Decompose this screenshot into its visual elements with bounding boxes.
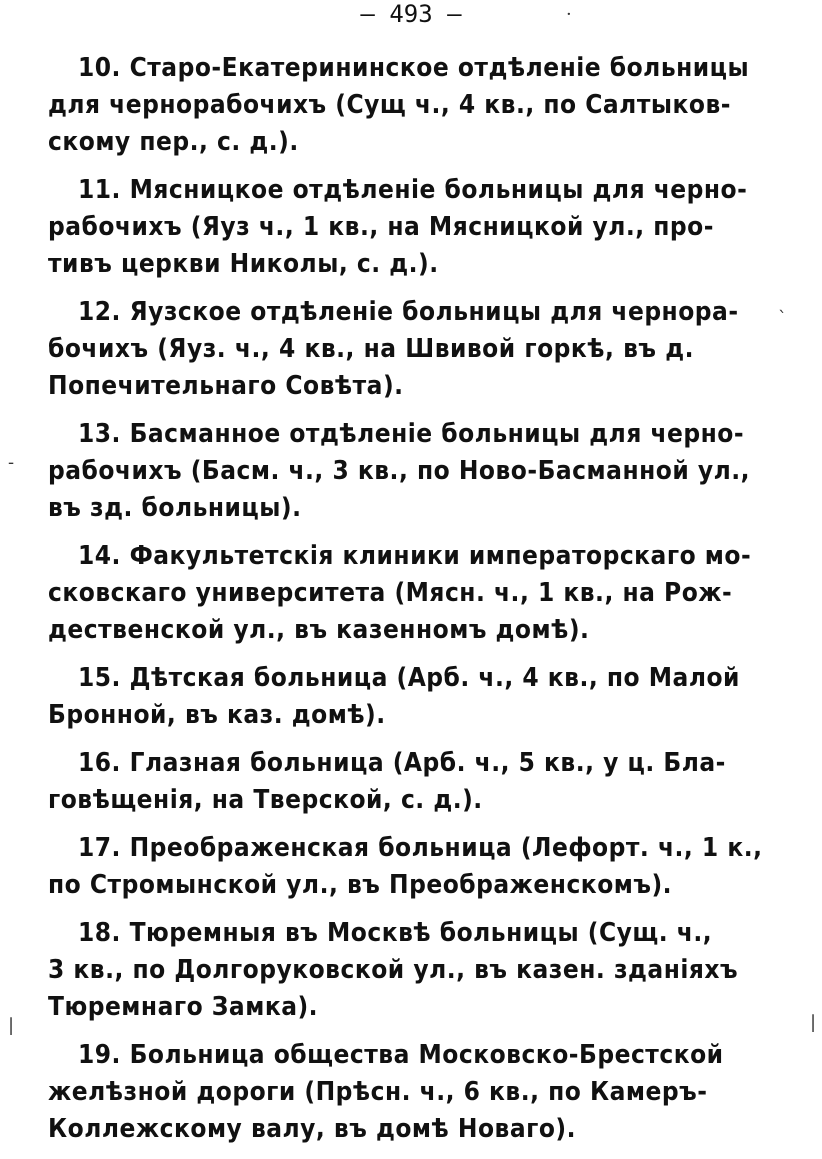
margin-bar-right: | [810,1012,817,1033]
list-item [48,745,726,819]
list-item [48,915,739,1026]
entry-line: Коллежскому валу, въ домѣ Новаго). [48,1114,576,1144]
entry-line: тивъ церкви Николы, с. д.). [48,249,439,279]
entry-line: скому пер., с. д.). [48,127,299,157]
entry-line: 10. Старо-Екатерининское отдѣленіе больницы [78,53,750,83]
entry-line: желѣзной дороги (Прѣсн. ч., 6 кв., по Камеръ- [48,1077,708,1107]
entry-line: рабочихъ (Басм. ч., 3 кв., по Ново-Басманной ул., [48,456,751,486]
hospital-list [48,50,763,1159]
list-item [48,50,750,161]
margin-tick: ` [778,308,787,329]
entry-line: въ зд. больницы). [48,493,302,523]
list-item [48,660,740,734]
margin-dash: - [8,452,15,473]
entry-line: 12. Яузское отдѣленіе больницы для чернора- [78,297,739,327]
list-item [48,294,739,405]
page-number: — 493 — [360,0,462,28]
entry-line: 14. Факультетскія клиники императорскаго мо- [78,541,752,571]
entry-line: дественской ул., въ казенномъ домѣ). [48,615,590,645]
entry-line: говѣщенія, на Тверской, с. д.). [48,785,483,815]
entry-line: рабочихъ (Яуз ч., 1 кв., на Мясницкой ул., про- [48,212,714,242]
list-item [48,1037,724,1148]
list-item [48,172,748,283]
entry-line: Бронной, въ каз. домѣ). [48,700,386,730]
margin-dot: · [566,4,572,25]
entry-line: 17. Преображенская больница (Лефорт. ч., 1 к., [78,833,763,863]
entry-line: 15. Дѣтская больница (Арб. ч., 4 кв., по Малой [78,663,740,693]
entry-line: по Стромынской ул., въ Преображенскомъ). [48,870,673,900]
entry-line: 3 кв., по Долгоруковской ул., въ казен. зданіяхъ [48,955,739,985]
margin-bar-left: | [8,1015,15,1036]
entry-line: бочихъ (Яуз. ч., 4 кв., на Швивой горкѣ, въ д. [48,334,694,364]
entry-line: Попечительнаго Совѣта). [48,371,404,401]
list-item [48,538,752,649]
list-item [48,830,763,904]
entry-line: 11. Мясницкое отдѣленіе больницы для черно- [78,175,748,205]
entry-line: Тюремнаго Замка). [48,992,319,1022]
entry-line: 18. Тюремныя въ Москвѣ больницы (Сущ. ч., [78,918,713,948]
entry-line: сковскаго университета (Мясн. ч., 1 кв., на Рож- [48,578,733,608]
entry-line: 19. Больница общества Московско-Брестской [78,1040,724,1070]
entry-line: 13. Басманное отдѣленіе больницы для черно- [78,419,745,449]
entry-line: для чернорабочихъ (Сущ ч., 4 кв., по Салтыков- [48,90,731,120]
list-item [48,416,751,527]
entry-line: 16. Глазная больница (Арб. ч., 5 кв., у ц. Бла- [78,748,726,778]
